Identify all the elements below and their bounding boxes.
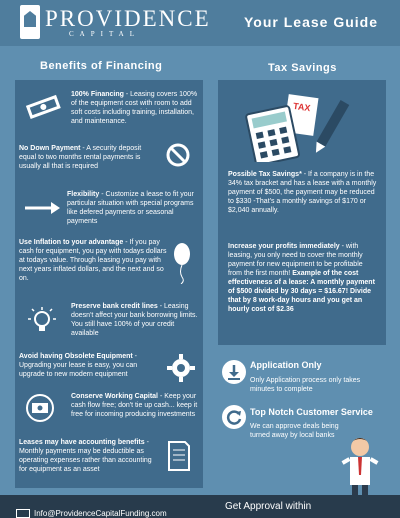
- balloon-icon: [171, 242, 193, 284]
- tax-savings-title: Tax Savings: [268, 62, 337, 74]
- benefit-working-capital: Conserve Working Capital - Keep your cash flow free; don't tie up cash... keep it free for incoming producing investments: [71, 393, 198, 418]
- logo-name: PROVIDENCE: [45, 5, 211, 31]
- document-icon: [165, 438, 193, 474]
- tax-savings-panel: [218, 80, 386, 345]
- header-banner: [0, 0, 400, 46]
- cash-flow-icon: [23, 392, 57, 424]
- tax-savings-paragraph: Possible Tax Savings* - If a company is in the 34% tax bracket and has a lease with a monthly payment of $500, the payment may be reduced to $330 -That's a monthly savings of $170 or $2,040 annually.: [228, 171, 377, 214]
- benefit-obsolete-equipment: Avoid having Obsolete Equipment - Upgrading your lease is easy, you can upgrade to new modern equipment: [19, 353, 138, 378]
- guide-title: Your Lease Guide: [244, 14, 378, 30]
- no-symbol-icon: [165, 142, 191, 168]
- footer-cta: Get Approval within: [225, 501, 312, 512]
- money-stack-icon: [23, 92, 63, 120]
- company-logo: [20, 5, 211, 39]
- benefit-no-down-payment: No Down Payment - A security deposit equal to two months rental payments is usually all that is required: [19, 145, 142, 170]
- logo-subtitle: CAPITAL: [69, 29, 140, 38]
- svg-text:TAX: TAX: [292, 100, 312, 114]
- lightbulb-icon: [27, 306, 57, 336]
- profits-paragraph: Increase your profits immediately - with leasing, you only need to cover the monthly payment for new equipment to be profitable from the first month! Example of the cost effectiveness of a lease: A monthly payment of $500 divided by 30 days = $16.67! Divide that by 8 work-day hours and you get an hourly cost of $2.36: [228, 243, 375, 313]
- arrow-right-icon: [23, 200, 61, 216]
- download-icon: [222, 360, 246, 384]
- mail-icon: [16, 509, 30, 518]
- footer-bar: [0, 495, 400, 518]
- logo-shield-icon: [20, 5, 40, 39]
- benefit-flexibility: Flexibility - Customize a lease to fit your particular situation with special programs like defered payments or seasonal payments: [67, 191, 194, 225]
- benefit-100-financing: 100% Financing - Leasing covers 100% of the equipment cost with room to add soft costs including training, installation, and maintenance.: [71, 91, 198, 125]
- benefit-preserve-credit: Preserve bank credit lines - Leasing doesn't affect your bank borrowing limits. You still have 100% of your credit available: [71, 303, 198, 337]
- customer-service-text: We can approve deals being turned away by local banks: [250, 423, 339, 439]
- footer-email-link[interactable]: Info@ProvidenceCapitalFunding.com: [34, 509, 167, 518]
- benefits-title: Benefits of Financing: [40, 60, 163, 72]
- benefit-inflation: Use Inflation to your advantage - If you pay cash for equipment, you pay with todays dollars at todays value. Through leasing you pay with next years inflated dollars, and the next and so on.: [19, 239, 167, 282]
- benefit-accounting: Leases may have accounting benefits - Monthly payments may be deductible as operating expenses rather than accounting for equipment as an asset: [19, 439, 152, 473]
- application-only-heading: Application Only: [250, 360, 322, 370]
- businessman-illustration: [340, 435, 380, 497]
- gear-icon: [167, 354, 195, 382]
- customer-service-heading: Top Notch Customer Service: [250, 407, 373, 417]
- refresh-icon: [222, 405, 246, 429]
- application-only-text: Only Application process only takes minutes to complete: [250, 377, 361, 393]
- tax-calculator-illustration: [240, 92, 364, 162]
- benefits-panel: [15, 80, 203, 488]
- application-only-block: [218, 358, 388, 402]
